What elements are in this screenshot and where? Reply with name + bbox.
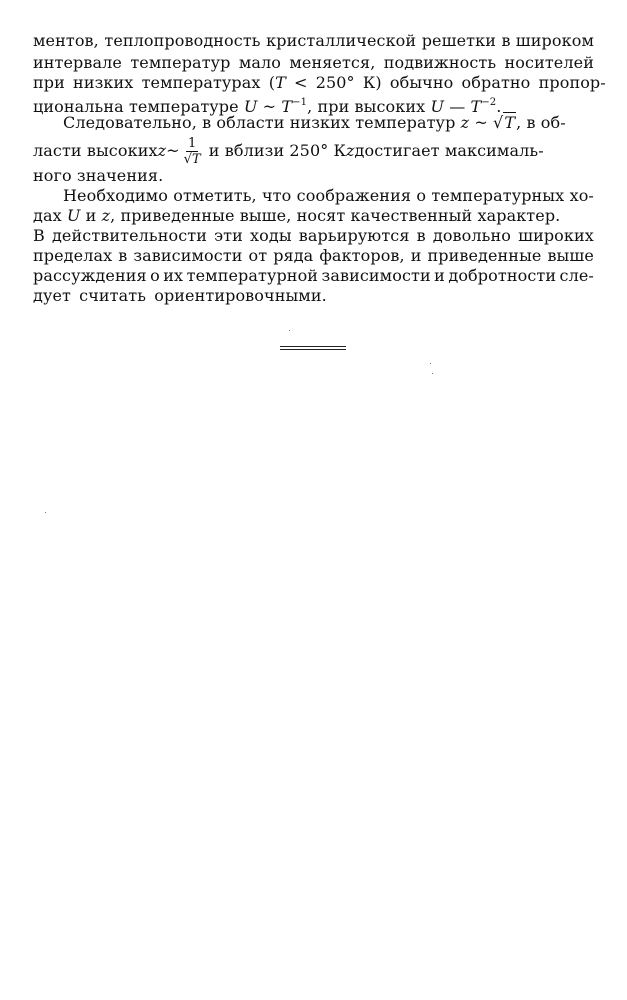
- text-run: Следовательно, в области низких температур: [63, 113, 461, 132]
- word: эти: [214, 226, 243, 245]
- paragraph-1-line-1: [33, 31, 594, 51]
- word: теплопроводность: [104, 31, 261, 50]
- word: ментов,: [33, 31, 99, 50]
- radical-sign: √: [493, 113, 504, 132]
- paragraph-3-line-2: [33, 206, 594, 226]
- paragraph-2-line-1: [63, 113, 594, 133]
- word: в: [118, 246, 128, 265]
- text-run: достигает максималь-: [354, 141, 544, 160]
- word: в широком: [501, 31, 594, 50]
- word: зависимости: [133, 246, 243, 265]
- word: варьируются: [298, 226, 410, 245]
- math-symbol: U: [243, 97, 258, 116]
- paragraph-3-line-6: [33, 286, 594, 306]
- text-run: ~: [469, 113, 494, 132]
- math-symbol: T: [275, 73, 286, 92]
- paragraph-2-line-2: [33, 136, 594, 166]
- paragraph-2-line-3: [33, 166, 594, 186]
- paragraph-3-line-5: [33, 266, 594, 286]
- word: выше: [547, 246, 594, 265]
- word: от: [248, 246, 268, 265]
- scan-speck: [430, 363, 431, 364]
- scan-speck: [45, 512, 46, 513]
- math-symbol: T: [470, 97, 482, 116]
- word: носителей: [504, 53, 594, 72]
- math-symbol: z: [460, 113, 470, 132]
- word: В: [33, 226, 45, 245]
- square-root: [493, 113, 516, 133]
- paragraph-3-line-3: [33, 226, 594, 246]
- math-exponent: −2: [481, 97, 497, 108]
- text-run: ного значения.: [33, 166, 164, 185]
- paragraph-3-line-4: [33, 246, 594, 266]
- section-end-rule-top: [280, 346, 346, 347]
- word: хо-: [569, 186, 594, 205]
- math-symbol: z: [346, 141, 355, 160]
- math-symbol: U: [430, 97, 445, 116]
- word: и: [410, 246, 422, 265]
- text-run: < 250° К) обычно обратно пропор-: [285, 73, 606, 92]
- text-run: при низких температурах (: [33, 73, 276, 92]
- math-exponent: −1: [292, 97, 308, 108]
- word: действительности: [51, 226, 208, 245]
- text-run: —: [444, 97, 471, 116]
- word: температур: [130, 53, 231, 72]
- fraction-denominator: √T: [183, 151, 201, 167]
- word: температурных: [431, 186, 565, 205]
- word: ряда: [273, 246, 314, 265]
- math-symbol: z: [157, 141, 167, 160]
- text-run: ласти высоких: [33, 141, 158, 160]
- word: добротности: [448, 266, 557, 285]
- scan-speck: [432, 373, 433, 374]
- section-end-rule-bottom: [280, 349, 346, 350]
- word: их: [163, 266, 184, 285]
- paragraph-1-line-3: [33, 73, 606, 93]
- word: температурной: [186, 266, 319, 285]
- paragraph-1-line-2: [33, 53, 594, 73]
- word: меняется,: [289, 53, 376, 72]
- fraction: [184, 137, 201, 166]
- word: решетки: [421, 31, 496, 50]
- word: и: [434, 266, 445, 285]
- word: рассуждения: [33, 266, 147, 285]
- word: пределах: [33, 246, 113, 265]
- word: что: [262, 186, 292, 205]
- word: в: [416, 226, 426, 245]
- word: широких: [518, 226, 594, 245]
- word: подвижность: [383, 53, 497, 72]
- scan-speck: [289, 330, 290, 331]
- word: довольно: [432, 226, 511, 245]
- word: Необходимо: [63, 186, 168, 205]
- word: мало: [238, 53, 282, 72]
- math-symbol: T: [504, 113, 516, 132]
- text-run: ~: [166, 141, 180, 160]
- text-run: циональна температуре: [33, 97, 244, 116]
- word: о: [416, 186, 427, 205]
- word: отметить,: [173, 186, 257, 205]
- text-run: , приведенные выше, носят качественный характер.: [110, 206, 561, 225]
- text-run: , при высоких: [307, 97, 431, 116]
- word: зависимости: [321, 266, 431, 285]
- word: кристаллической: [266, 31, 417, 50]
- word: сле-: [559, 266, 594, 285]
- text-run: дах: [33, 206, 67, 225]
- math-symbol: T: [281, 97, 293, 116]
- word: соображения: [296, 186, 412, 205]
- fraction-numerator: 1: [188, 135, 197, 151]
- paragraph-3-line-1: [63, 186, 594, 206]
- text-run: .: [496, 97, 502, 116]
- math-symbol: U: [66, 206, 81, 225]
- word: ходы: [250, 226, 292, 245]
- word: приведенные: [427, 246, 542, 265]
- text-run: , в об-: [516, 113, 566, 132]
- word: о: [150, 266, 160, 285]
- word: интервале: [33, 53, 122, 72]
- text-run: дует считать ориентировочными.: [33, 286, 327, 305]
- word: факторов,: [319, 246, 405, 265]
- text-run: и: [80, 206, 102, 225]
- text-run: и вблизи 250° К: [208, 141, 346, 160]
- text-run: ~: [257, 97, 282, 116]
- math-symbol: z: [101, 206, 111, 225]
